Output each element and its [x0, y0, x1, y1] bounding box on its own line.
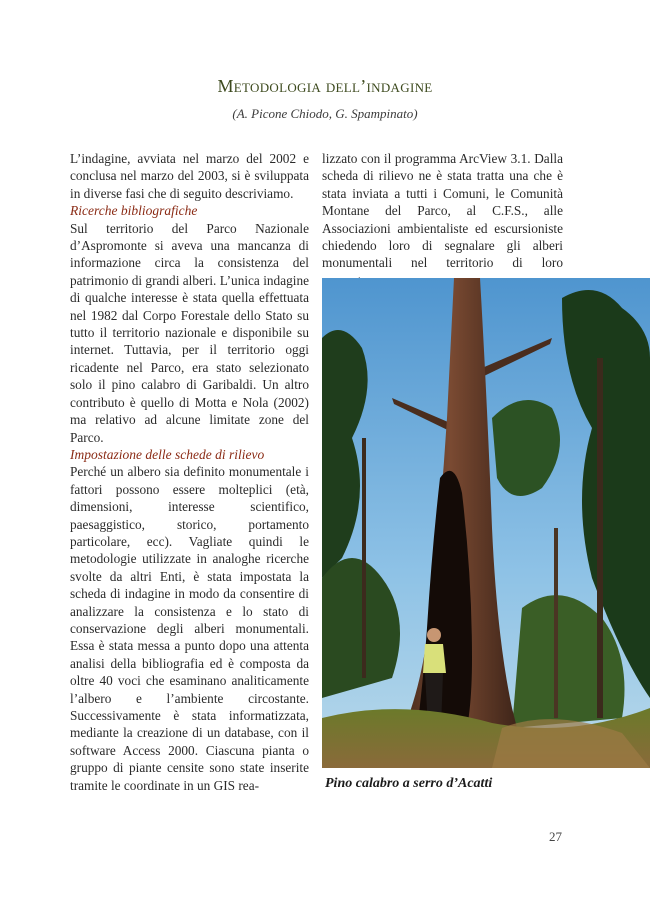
section-heading-impostazione: Impostazione delle schede di rilievo	[70, 446, 265, 462]
tree-photo	[322, 278, 650, 768]
right-column-paragraph: lizzato con il programma ArcView 3.1. Dalla scheda di rilievo ne è stata tratta una che è stata inviata a tutti i Comuni, le Comunità Montane del Parco, al C.F.S., alle Associazioni ambientaliste ed escursioniste chiedendo loro di segnalare gli alberi monumentali nel territorio di loro	[322, 151, 563, 271]
right-column	[322, 150, 563, 289]
section-body-impostazione: Perché un albero sia definito monumentale i fattori possono essere molteplici (età, dimensioni, interesse scientifico, paesaggistico, storico, portamento particolare, ecc). Vagliate quindi le metodologie utilizzate in analoghe ricerche svolte da altri Enti, è stata impostata la scheda di indagine in modo da consentire di analizzare la consistenza e lo stato di conservazione degli alberi monumentali. Essa è stata messa a punto dopo una attenta analisi della bibliografia ed è composta da oltre 40 voci che esaminano analiticamente l’albero e l’ambiente circostante. Successivamente è stata informatizzata, mediante la creazione di un database, con il software Access 2000. Ciascuna pianta o gruppo di piante censite sono state inserite tramite le coordinate in un GIS rea-	[70, 464, 309, 793]
photo-caption: Pino calabro a serro d’Acatti	[325, 776, 493, 791]
left-column	[70, 150, 309, 794]
page-number: 27	[549, 829, 562, 844]
section-body-ricerche: Sul territorio del Parco Nazionale d’Aspromonte si aveva una mancanza di informazione circa la consistenza del patrimonio di grandi alberi. L’unica indagine di qualche interesse è stata quella effettuata nel 1982 dal Corpo Forestale dello Stato su tutto il territorio nazionale e disponibile su internet. Tuttavia, per il territorio oggi ricadente nel Parco, era stato selezionato solo il pino calabro di Garibaldi. Un altro contributo è quello di Motta e Nola (2002) ma relativo ad alcune limitate zone del Parco.	[70, 220, 309, 445]
authors: (A. Picone Chiodo, G. Spampinato)	[232, 106, 418, 121]
intro-paragraph: L’indagine, avviata nel marzo del 2002 e conclusa nel marzo del 2003, si è sviluppata in diverse fasi che di seguito descriviamo.	[70, 151, 309, 201]
page-title: Metodologia dell’indagine	[217, 76, 433, 96]
section-heading-ricerche: Ricerche bibliografiche	[70, 203, 198, 219]
